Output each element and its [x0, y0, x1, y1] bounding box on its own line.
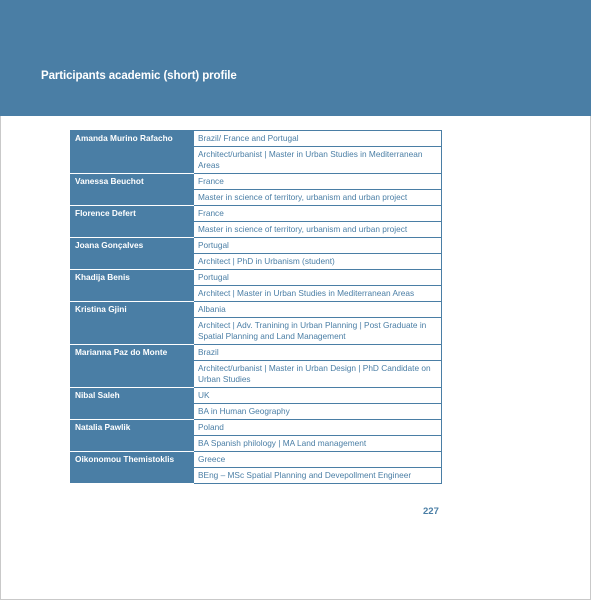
participant-name: Vanessa Beuchot — [71, 174, 194, 206]
table-row — [71, 302, 442, 318]
participant-profile: Master in science of territory, urbanism and urban project — [194, 190, 442, 206]
participants-table-body — [71, 131, 442, 484]
table-row — [71, 174, 442, 190]
participant-name: Nibal Saleh — [71, 388, 194, 420]
participant-country: France — [194, 174, 442, 190]
participant-profile: Architect/urbanist | Master in Urban Studies in Mediterranean Areas — [194, 147, 442, 174]
participant-country: France — [194, 206, 442, 222]
page-number: 227 — [423, 506, 439, 517]
participant-country: Portugal — [194, 238, 442, 254]
table-row — [71, 420, 442, 436]
table-row — [71, 206, 442, 222]
participant-country: Brazil/ France and Portugal — [194, 131, 442, 147]
participant-country: Poland — [194, 420, 442, 436]
participant-name: Joana Gonçalves — [71, 238, 194, 270]
participant-profile: BEng – MSc Spatial Planning and Devepollment Engineer — [194, 468, 442, 484]
participant-profile: Master in science of territory, urbanism and urban project — [194, 222, 442, 238]
participant-profile: Architect | Adv. Tranining in Urban Planning | Post Graduate in Spatial Planning and Land Management — [194, 318, 442, 345]
participant-country: UK — [194, 388, 442, 404]
participant-profile: BA Spanish philology | MA Land management — [194, 436, 442, 452]
participant-name: Florence Defert — [71, 206, 194, 238]
table-row — [71, 131, 442, 147]
participant-country: Albania — [194, 302, 442, 318]
participant-name: Marianna Paz do Monte — [71, 345, 194, 388]
participant-profile: Architect/urbanist | Master in Urban Design | PhD Candidate on Urban Studies — [194, 361, 442, 388]
table-row — [71, 345, 442, 361]
table-row — [71, 452, 442, 468]
table-row — [71, 388, 442, 404]
participant-name: Amanda Murino Rafacho — [71, 131, 194, 174]
participant-name: Khadija Benis — [71, 270, 194, 302]
table-row — [71, 238, 442, 254]
participant-profile: BA in Human Geography — [194, 404, 442, 420]
table-row — [71, 270, 442, 286]
participant-country: Greece — [194, 452, 442, 468]
participant-country: Brazil — [194, 345, 442, 361]
participants-table — [70, 130, 442, 484]
participant-name: Oikonomou Themistoklis — [71, 452, 194, 484]
header-band — [0, 0, 591, 116]
participant-profile: Architect | PhD in Urbanism (student) — [194, 254, 442, 270]
participant-name: Natalia Pawlik — [71, 420, 194, 452]
participant-profile: Architect | Master in Urban Studies in Mediterranean Areas — [194, 286, 442, 302]
participant-name: Kristina Gjini — [71, 302, 194, 345]
participant-country: Portugal — [194, 270, 442, 286]
page-title: Participants academic (short) profile — [41, 70, 237, 82]
